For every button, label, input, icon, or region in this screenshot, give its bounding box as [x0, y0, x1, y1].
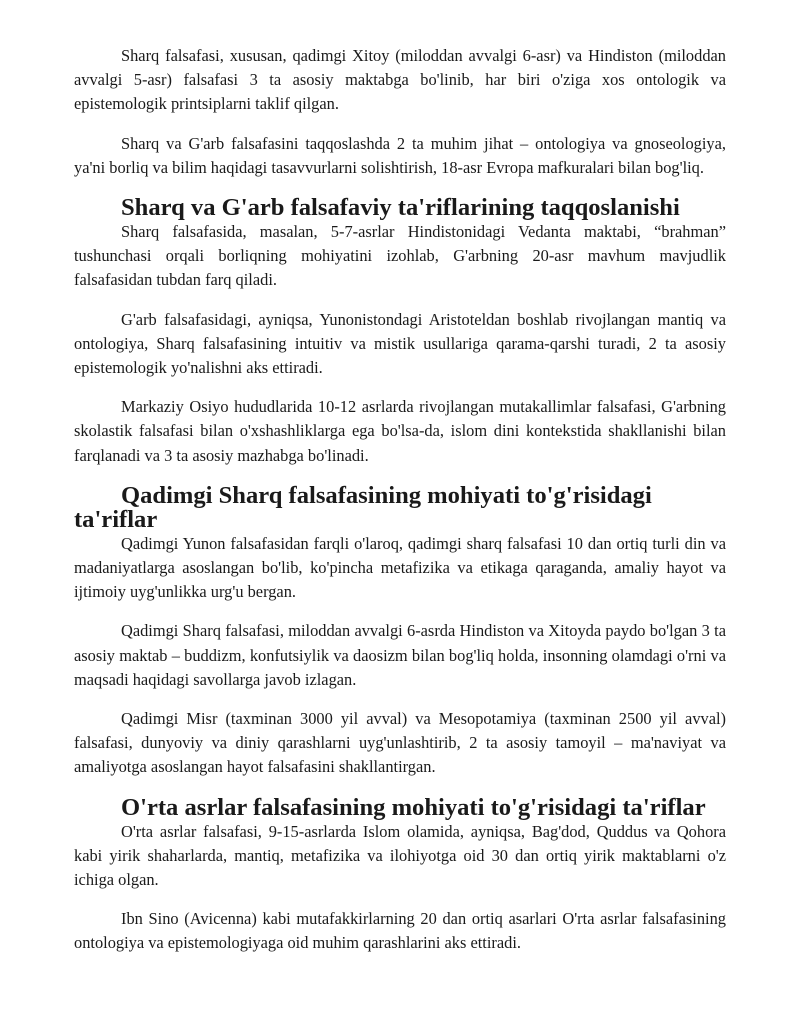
section-paragraph: Qadimgi Misr (taxminan 3000 yil avval) va Mesopotamiya (taxminan 2500 yil avval) falsafasi, dunyoviy va diniy qarashlarni uyg'unlashtirib, 2 ta asosiy tamoyil – ma'naviyat va amaliyotga asoslangan hayot falsafasini shakllantirgan.: [74, 709, 726, 777]
section-paragraph: Ibn Sino (Avicenna) kabi mutafakkirlarning 20 dan ortiq asarlari O'rta asrlar falsafasining ontologiya va epistemologiyaga oid muhim qarashlarini aks ettiradi.: [74, 909, 726, 953]
section-comparison: [74, 196, 726, 468]
section-paragraph: Sharq falsafasida, masalan, 5-7-asrlar Hindistonidagi Vedanta maktabi, “brahman” tushunchasi orqali borliqning mohiyatini izohlab, G'arbning 20-asr mavhum mavjudlik falsafasidan tubdan farq qiladi.: [74, 222, 726, 290]
section-middle-ages: [74, 793, 726, 956]
section-heading: Sharq va G'arb falsafaviy ta'riflarining taqqoslanishi: [121, 194, 680, 222]
section-ancient-east: [74, 481, 726, 780]
section-heading: Qadimgi Sharq falsafasining mohiyati to'g'risidagi ta'riflar: [74, 481, 652, 533]
section-paragraph: Markaziy Osiyo hududlarida 10-12 asrlarda rivojlangan mutakallimlar falsafasi, G'arbning skolastik falsafasi bilan o'xshashliklarga ega bo'lsa-da, islom dini kontekstida shakllanishi bilan farqlanadi va 3 ta asosiy mazhabga bo'linadi.: [74, 397, 726, 465]
intro-paragraph: Sharq falsafasi, xususan, qadimgi Xitoy (miloddan avvalgi 6-asr) va Hindiston (miloddan avvalgi 5-asr) falsafasi 3 ta asosiy maktabga bo'linib, har biri o'ziga xos ontologik va epistemologik printsiplarni taklif qilgan.: [74, 46, 726, 114]
intro-paragraph: Sharq va G'arb falsafasini taqqoslashda 2 ta muhim jihat – ontologiya va gnoseologiya, ya'ni borliq va bilim haqidagi tasavvurlarni solishtirish, 18-asr Evropa mafkuralari bilan bog'liq.: [74, 133, 726, 177]
section-paragraph: Qadimgi Sharq falsafasi, miloddan avvalgi 6-asrda Hindiston va Xitoyda paydo bo'lgan 3 ta asosiy maktab – buddizm, konfutsiylik va daosizm bilan bog'liq holda, insonning olamdagi o'rni va maqsadi haqidagi savollarga javob izlagan.: [74, 621, 726, 689]
section-heading: O'rta asrlar falsafasining mohiyati to'g'risidagi ta'riflar: [121, 793, 706, 821]
document-page: [74, 44, 726, 956]
section-paragraph: G'arb falsafasidagi, ayniqsa, Yunonistondagi Aristoteldan boshlab rivojlangan mantiq va ontologiya, Sharq falsafasining intuitiv va mistik usullariga qarama-qarshi turadi, 2 ta asosiy epistemologik yo'nalishni aks ettiradi.: [74, 309, 726, 378]
section-paragraph: O'rta asrlar falsafasi, 9-15-asrlarda Islom olamida, ayniqsa, Bag'dod, Quddus va Qohora kabi yirik shaharlarda, mantiq, metafizika va ilohiyotga oid 30 dan ortiq yirik maktablarni o'z ichiga olgan.: [74, 821, 726, 890]
section-paragraph: Qadimgi Yunon falsafasidan farqli o'laroq, qadimgi sharq falsafasi 10 dan ortiq turli din va madaniyatlarga asoslangan bo'lib, ko'pincha metafizika va etikaga qaraganda, amaliy hayot va ijtimoiy uyg'unlikka urg'u bergan.: [74, 533, 726, 602]
